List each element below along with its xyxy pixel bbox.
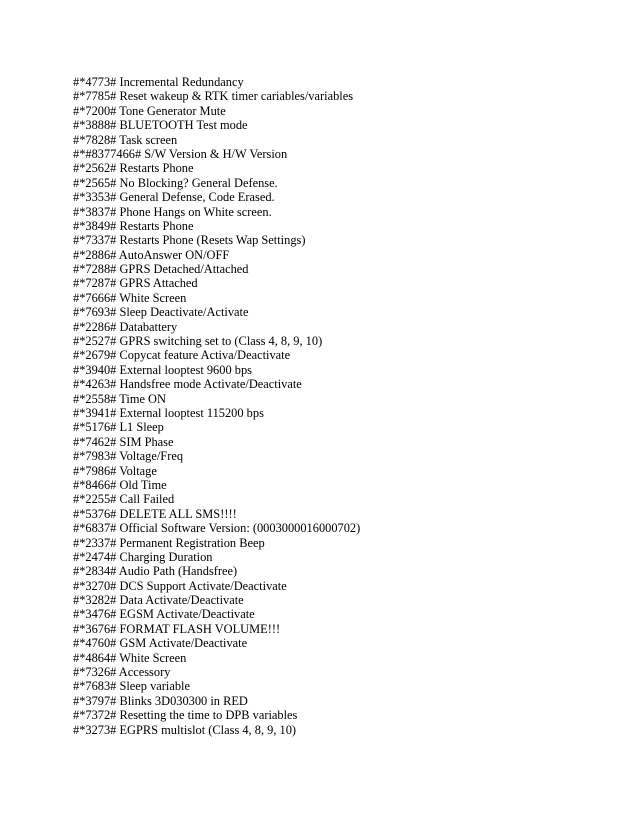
code-line: #*8466# Old Time <box>73 477 167 492</box>
code-line: #*7462# SIM Phase <box>73 434 174 449</box>
code-line: #*2286# Databattery <box>73 319 178 334</box>
code-line: #*3273# EGPRS multislot (Class 4, 8, 9, 10) <box>73 722 297 737</box>
code-line: #*7828# Task screen <box>73 132 178 147</box>
code-line: #*2474# Charging Duration <box>73 549 213 564</box>
code-line: #*3270# DCS Support Activate/Deactivate <box>73 578 287 593</box>
code-line: #*7983# Voltage/Freq <box>73 449 184 464</box>
code-line: #*7683# Sleep variable <box>73 679 190 694</box>
code-line: #*6837# Official Software Version: (0003000016000702) <box>73 521 361 536</box>
code-line: #*3797# Blinks 3D030300 in RED <box>73 693 248 708</box>
code-line: #*2886# AutoAnswer ON/OFF <box>73 247 230 262</box>
code-line: #*7785# Reset wakeup & RTK timer cariables/variables <box>73 89 354 104</box>
code-line: #*2834# Audio Path (Handsfree) <box>73 564 238 579</box>
code-line: #*4864# White Screen <box>73 650 187 665</box>
code-line: #*2527# GPRS switching set to (Class 4, 8, 9, 10) <box>73 334 323 349</box>
code-line: #*7372# Resetting the time to DPB variables <box>73 708 298 723</box>
code-line: #*3476# EGSM Activate/Deactivate <box>73 607 255 622</box>
code-line: #*5176# L1 Sleep <box>73 420 164 435</box>
code-line: #*2558# Time ON <box>73 391 166 406</box>
code-line: #*3849# Restarts Phone <box>73 218 194 233</box>
code-line: #*7986# Voltage <box>73 463 157 478</box>
code-line: #*2255# Call Failed <box>73 492 175 507</box>
code-line: #*7326# Accessory <box>73 665 171 680</box>
code-line: #*4773# Incremental Redundancy <box>73 75 244 89</box>
code-line: #*2562# Restarts Phone <box>73 161 194 176</box>
code-line: #*4263# Handsfree mode Activate/Deactivate <box>73 377 302 392</box>
code-line: #*7666# White Screen <box>73 290 187 305</box>
code-line: #*4760# GSM Activate/Deactivate <box>73 636 248 651</box>
code-line: #*3940# External looptest 9600 bps <box>73 362 252 377</box>
code-line: #*7693# Sleep Deactivate/Activate <box>73 305 249 320</box>
code-line: #*5376# DELETE ALL SMS!!!! <box>73 506 237 521</box>
code-line: #*2337# Permanent Registration Beep <box>73 535 265 550</box>
code-line: #*3888# BLUETOOTH Test mode <box>73 118 248 133</box>
code-line: #*#8377466# S/W Version & H/W Version <box>73 146 288 161</box>
code-line: #*2565# No Blocking? General Defense. <box>73 175 278 190</box>
code-line: #*3941# External looptest 115200 bps <box>73 405 264 420</box>
code-line: #*7200# Tone Generator Mute <box>73 103 226 118</box>
code-line: #*3676# FORMAT FLASH VOLUME!!! <box>73 621 281 636</box>
code-line: #*7337# Restarts Phone (Resets Wap Settings) <box>73 233 306 248</box>
code-line: #*3282# Data Activate/Deactivate <box>73 593 244 608</box>
code-line: #*3837# Phone Hangs on White screen. <box>73 204 272 219</box>
code-line: #*2679# Copycat feature Activa/Deactivate <box>73 348 291 363</box>
code-line: #*7288# GPRS Detached/Attached <box>73 262 249 277</box>
code-list <box>73 75 360 737</box>
code-line: #*7287# GPRS Attached <box>73 276 198 291</box>
code-line: #*3353# General Defense, Code Erased. <box>73 190 275 205</box>
